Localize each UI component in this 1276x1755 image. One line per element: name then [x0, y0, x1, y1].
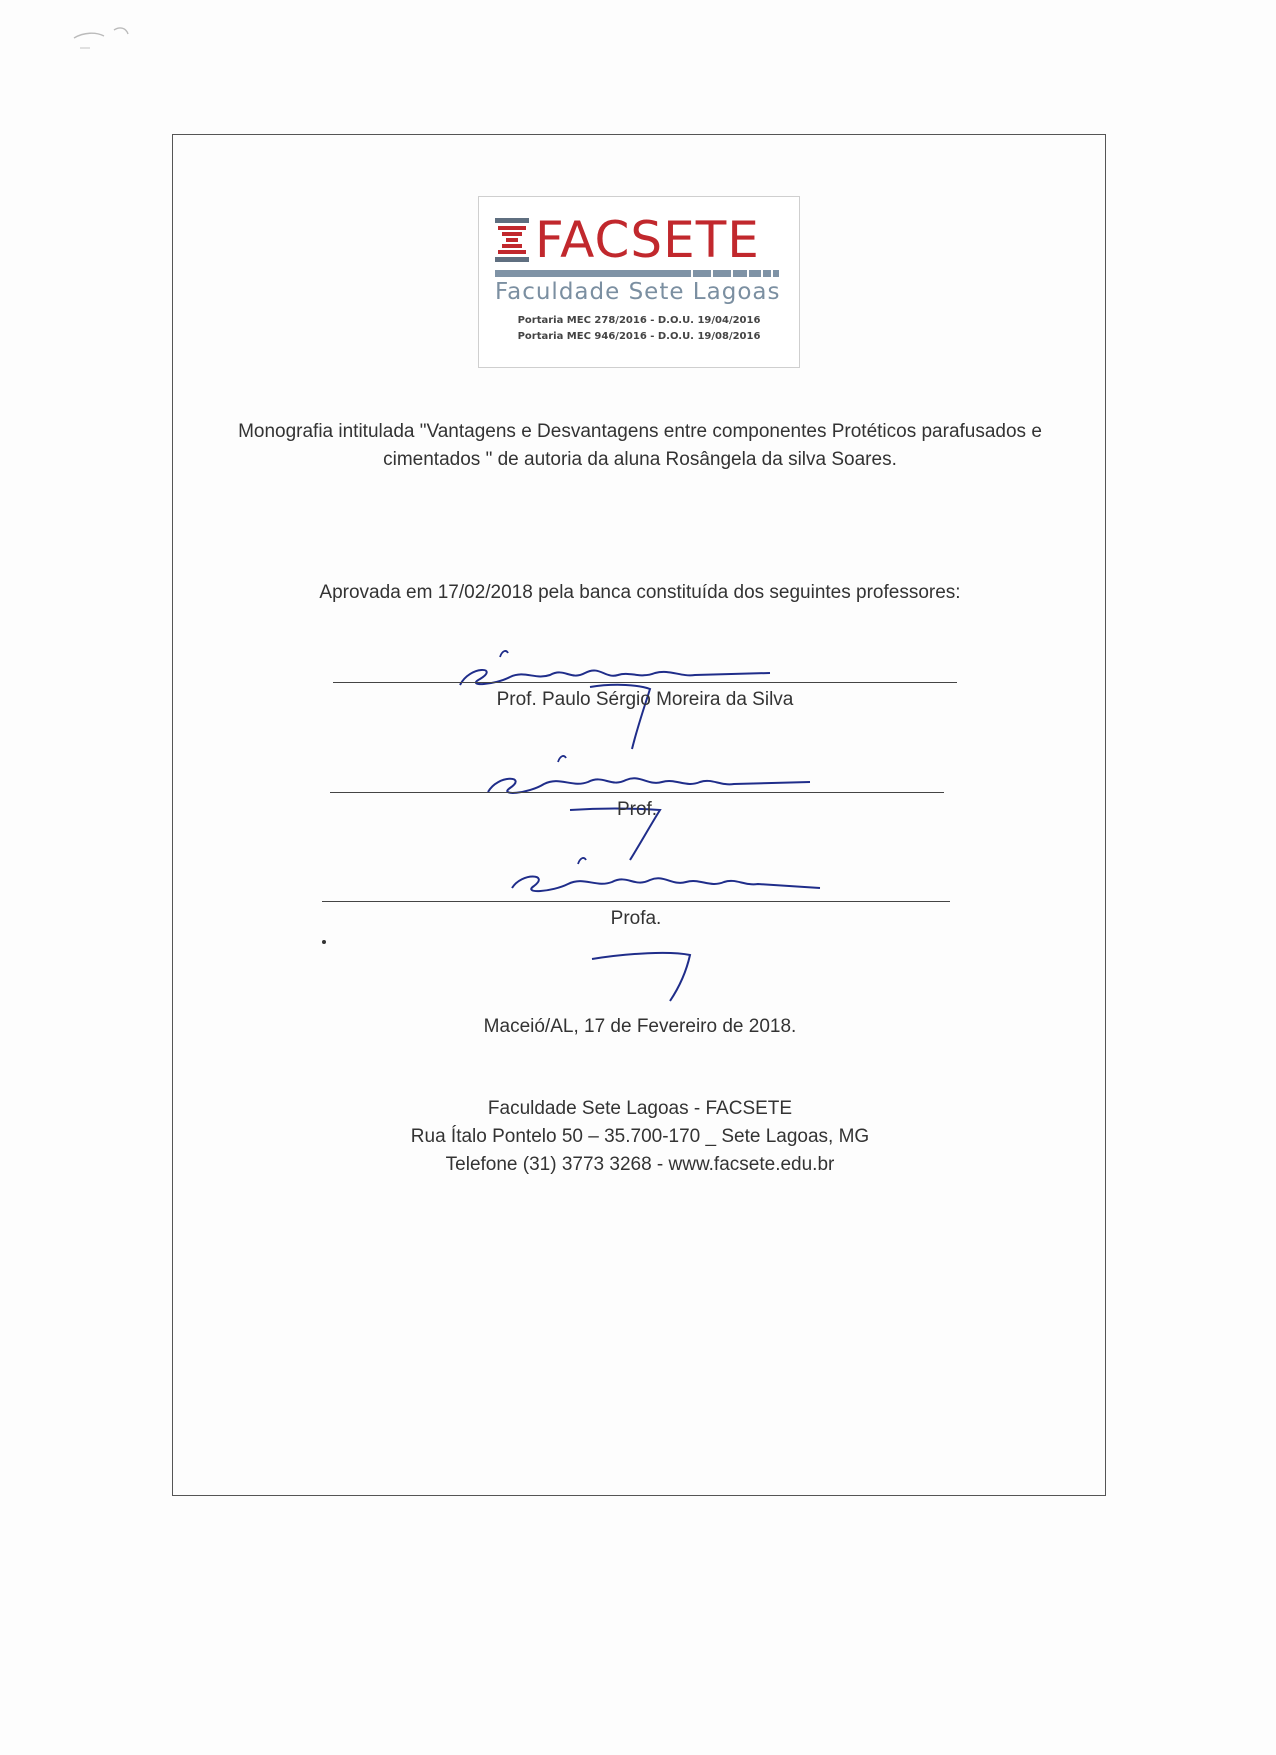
facsete-logo — [478, 196, 800, 368]
approval-statement: Aprovada em 17/02/2018 pela banca constituída dos seguintes professores: — [319, 582, 961, 603]
logo-subtitle: Faculdade Sete Lagoas — [495, 279, 781, 305]
pen-stroke-mark — [590, 945, 700, 1005]
signatory-1-name: Prof. Paulo Sérgio Moreira da Silva — [496, 689, 794, 710]
logo-portaria-2: Portaria MEC 946/2016 - D.O.U. 19/08/2016 — [517, 331, 761, 342]
logo-name: FACSETE — [535, 211, 760, 269]
signature-line-2 — [330, 792, 944, 793]
scan-speck — [322, 940, 326, 944]
signature-line-3 — [322, 901, 950, 902]
footer-line-3: Telefone (31) 3773 3268 - www.facsete.edu.br — [445, 1154, 835, 1175]
footer-line-1: Faculdade Sete Lagoas - FACSETE — [487, 1098, 793, 1119]
monografia-line-1: Monografia intitulada "Vantagens e Desvantagens entre componentes Protéticos parafusados e — [238, 421, 1042, 442]
logo-divider — [495, 270, 781, 277]
logo-portaria-1: Portaria MEC 278/2016 - D.O.U. 19/04/2016 — [517, 315, 761, 326]
scan-artifact — [70, 18, 160, 58]
signatory-2-name: Prof. — [616, 799, 658, 820]
signature-line-1 — [333, 682, 957, 683]
facsete-emblem-icon — [495, 218, 529, 262]
footer-line-2: Rua Ítalo Pontelo 50 – 35.700-170 _ Sete Lagoas, MG — [410, 1126, 870, 1147]
date-place: Maceió/AL, 17 de Fevereiro de 2018. — [483, 1016, 797, 1037]
signatory-3-name: Profa. — [610, 908, 662, 929]
monografia-line-2: cimentados " de autoria da aluna Rosângela da silva Soares. — [383, 449, 897, 470]
